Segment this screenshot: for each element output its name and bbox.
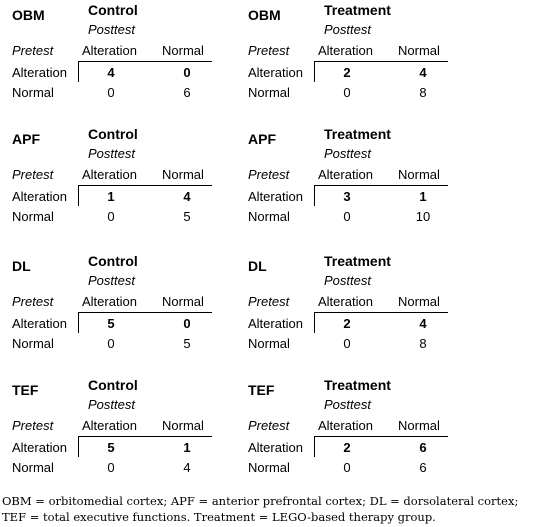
panel-apf-treatment xyxy=(248,126,488,236)
table-rule xyxy=(78,312,212,313)
measure-label: OBM xyxy=(12,7,45,23)
cell-alteration-alteration: 2 xyxy=(343,316,351,331)
cell-normal-normal: 6 xyxy=(183,85,191,100)
table-rule xyxy=(314,185,448,186)
cell-normal-normal: 8 xyxy=(419,336,427,351)
posttest-label: Posttest xyxy=(324,397,371,412)
cell-normal-alteration: 0 xyxy=(343,85,351,100)
measure-label: OBM xyxy=(248,7,281,23)
cell-alteration-normal: 4 xyxy=(183,189,191,204)
table-rule xyxy=(78,61,79,82)
table-rule xyxy=(314,312,448,313)
pretest-label: Pretest xyxy=(12,167,54,182)
col-header-normal: Normal xyxy=(398,294,440,309)
posttest-label: Posttest xyxy=(88,273,135,288)
cell-normal-normal: 8 xyxy=(419,85,427,100)
col-header-alteration: Alteration xyxy=(82,167,137,182)
pretest-label: Pretest xyxy=(248,43,290,58)
row-label-normal: Normal xyxy=(12,85,54,100)
row-label-normal: Normal xyxy=(248,460,290,475)
measure-label: DL xyxy=(12,258,31,274)
col-header-alteration: Alteration xyxy=(82,418,137,433)
group-label: Treatment xyxy=(324,2,391,18)
table-rule xyxy=(78,61,212,62)
cell-alteration-normal: 0 xyxy=(183,316,191,331)
cell-alteration-alteration: 2 xyxy=(343,65,351,80)
row-label-alteration: Alteration xyxy=(12,65,67,80)
table-rule xyxy=(314,312,315,333)
table-rule xyxy=(78,312,79,333)
table-rule xyxy=(314,436,448,437)
row-label-alteration: Alteration xyxy=(248,189,303,204)
group-label: Control xyxy=(88,2,138,18)
posttest-label: Posttest xyxy=(324,273,371,288)
pretest-label: Pretest xyxy=(12,43,54,58)
col-header-normal: Normal xyxy=(398,418,440,433)
group-label: Treatment xyxy=(324,253,391,269)
row-label-normal: Normal xyxy=(248,209,290,224)
pretest-label: Pretest xyxy=(12,294,54,309)
col-header-alteration: Alteration xyxy=(82,294,137,309)
cell-normal-alteration: 0 xyxy=(343,336,351,351)
cell-normal-alteration: 0 xyxy=(343,209,351,224)
cell-alteration-alteration: 5 xyxy=(107,440,115,455)
group-label: Treatment xyxy=(324,377,391,393)
row-label-normal: Normal xyxy=(12,209,54,224)
col-header-normal: Normal xyxy=(162,167,204,182)
cell-normal-alteration: 0 xyxy=(343,460,351,475)
pretest-label: Pretest xyxy=(248,167,290,182)
cell-alteration-alteration: 1 xyxy=(107,189,115,204)
measure-label: APF xyxy=(248,131,276,147)
panel-apf-control xyxy=(12,126,252,236)
panel-dl-control xyxy=(12,253,252,363)
row-label-alteration: Alteration xyxy=(248,65,303,80)
pretest-label: Pretest xyxy=(12,418,54,433)
cell-alteration-normal: 1 xyxy=(183,440,191,455)
col-header-normal: Normal xyxy=(398,43,440,58)
cell-alteration-normal: 4 xyxy=(419,65,427,80)
table-rule xyxy=(314,61,315,82)
cell-alteration-normal: 4 xyxy=(419,316,427,331)
cell-normal-normal: 4 xyxy=(183,460,191,475)
table-rule xyxy=(78,436,212,437)
table-rule xyxy=(78,185,212,186)
row-label-normal: Normal xyxy=(248,85,290,100)
col-header-normal: Normal xyxy=(398,167,440,182)
col-header-alteration: Alteration xyxy=(318,294,373,309)
cell-alteration-normal: 0 xyxy=(183,65,191,80)
measure-label: TEF xyxy=(12,382,39,398)
posttest-label: Posttest xyxy=(88,397,135,412)
table-rule xyxy=(78,185,79,206)
col-header-alteration: Alteration xyxy=(318,418,373,433)
pretest-label: Pretest xyxy=(248,418,290,433)
table-rule xyxy=(314,436,315,457)
row-label-alteration: Alteration xyxy=(12,189,67,204)
cell-normal-alteration: 0 xyxy=(107,336,115,351)
panel-obm-treatment xyxy=(248,2,488,112)
group-label: Control xyxy=(88,377,138,393)
table-rule xyxy=(314,185,315,206)
col-header-alteration: Alteration xyxy=(318,167,373,182)
cell-alteration-alteration: 2 xyxy=(343,440,351,455)
posttest-label: Posttest xyxy=(324,146,371,161)
row-label-normal: Normal xyxy=(12,336,54,351)
cell-alteration-normal: 1 xyxy=(419,189,427,204)
cell-normal-alteration: 0 xyxy=(107,460,115,475)
row-label-alteration: Alteration xyxy=(12,316,67,331)
group-label: Control xyxy=(88,253,138,269)
panel-tef-control xyxy=(12,377,252,487)
cell-normal-alteration: 0 xyxy=(107,209,115,224)
row-label-normal: Normal xyxy=(248,336,290,351)
cell-normal-normal: 10 xyxy=(415,209,431,224)
group-label: Treatment xyxy=(324,126,391,142)
posttest-label: Posttest xyxy=(88,146,135,161)
measure-label: APF xyxy=(12,131,40,147)
panel-dl-treatment xyxy=(248,253,488,363)
panel-obm-control xyxy=(12,2,252,112)
col-header-normal: Normal xyxy=(162,418,204,433)
cell-normal-alteration: 0 xyxy=(107,85,115,100)
row-label-alteration: Alteration xyxy=(248,440,303,455)
cell-normal-normal: 6 xyxy=(419,460,427,475)
row-label-alteration: Alteration xyxy=(248,316,303,331)
group-label: Control xyxy=(88,126,138,142)
col-header-alteration: Alteration xyxy=(318,43,373,58)
cell-normal-normal: 5 xyxy=(183,209,191,224)
posttest-label: Posttest xyxy=(88,22,135,37)
cell-alteration-alteration: 4 xyxy=(107,65,115,80)
panel-tef-treatment xyxy=(248,377,488,487)
table-rule xyxy=(314,61,448,62)
footnote: OBM = orbitomedial cortex; APF = anterior prefrontal cortex; DL = dorsolateral cortex; TEF = total executive functions. Treatment = LEGO-based therapy group. xyxy=(2,494,519,524)
col-header-normal: Normal xyxy=(162,294,204,309)
cell-alteration-alteration: 3 xyxy=(343,189,351,204)
measure-label: TEF xyxy=(248,382,275,398)
posttest-label: Posttest xyxy=(324,22,371,37)
cell-normal-normal: 5 xyxy=(183,336,191,351)
cell-alteration-normal: 6 xyxy=(419,440,427,455)
row-label-alteration: Alteration xyxy=(12,440,67,455)
table-rule xyxy=(78,436,79,457)
col-header-normal: Normal xyxy=(162,43,204,58)
pretest-label: Pretest xyxy=(248,294,290,309)
col-header-alteration: Alteration xyxy=(82,43,137,58)
measure-label: DL xyxy=(248,258,267,274)
row-label-normal: Normal xyxy=(12,460,54,475)
cell-alteration-alteration: 5 xyxy=(107,316,115,331)
